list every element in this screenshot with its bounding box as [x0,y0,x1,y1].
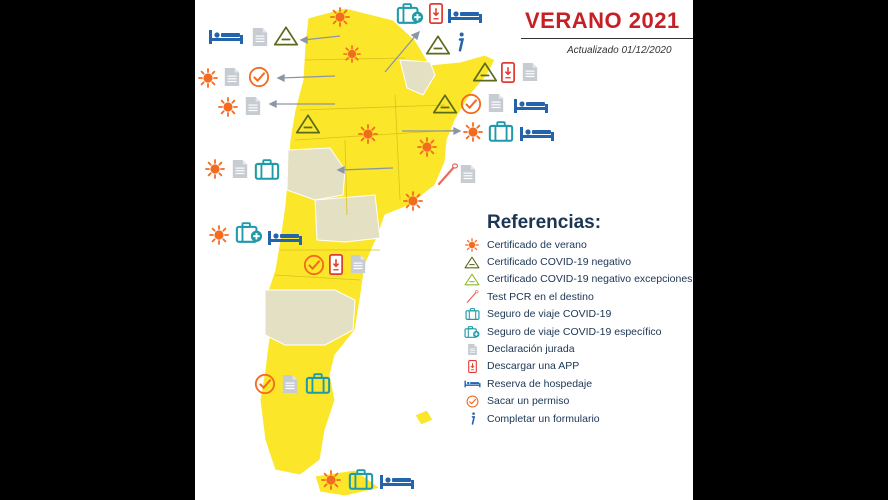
legend-label: Certificado de verano [487,238,587,251]
document-icon [246,97,260,115]
updated-date: Actualizado 01/12/2020 [567,45,672,56]
legend-label: Seguro de viaje COVID-19 [487,308,612,321]
bed-icon [448,9,482,23]
medical-suitcase-icon [463,325,481,339]
infographic-panel [195,0,693,500]
page-title: VERANO 2021 [525,8,680,33]
sun-icon [206,160,224,178]
document-icon [489,94,503,112]
document-icon [461,165,475,183]
legend-label: Test PCR en el destino [487,290,594,303]
title-divider [521,38,693,39]
legend-item [463,393,692,410]
sun-icon [418,138,436,156]
legend-list [463,236,692,427]
map-land [260,8,495,496]
bed-icon [520,127,554,141]
legend-title: Referencias: [487,212,602,233]
suitcase-icon [490,122,512,141]
document-icon [253,28,267,46]
legend-item [463,306,692,323]
legend-label: Seguro de viaje COVID-19 específico [487,325,662,338]
legend-item [463,271,692,288]
document-icon [225,68,239,86]
legend-item [463,323,692,340]
sun-icon [463,238,481,252]
sun-icon [344,46,360,62]
document-icon [463,342,481,356]
legend-item [463,236,692,253]
legend-item [463,288,692,305]
info-icon [463,412,481,426]
sun-icon [331,8,349,26]
info-icon [460,33,464,51]
document-icon [523,63,537,81]
phone-download-icon [330,255,342,274]
medical-suitcase-icon [237,223,262,242]
medical-suitcase-icon [398,4,423,23]
document-icon [351,255,365,273]
sun-icon [464,123,482,141]
bed-icon [209,30,243,44]
phone-download-icon [430,4,442,23]
legend-label: Sacar un permiso [487,395,570,408]
sun-icon [359,125,377,143]
bed-icon [463,377,481,391]
legend-label: Descargar una APP [487,360,580,373]
legend-label: Certificado COVID-19 negativo [487,256,632,269]
sun-icon [219,98,237,116]
legend-item [463,410,692,427]
legend-label: Declaración jurada [487,343,575,356]
bed-icon [380,475,414,489]
suitcase-icon [463,307,481,321]
check-circle-icon [250,68,268,86]
suitcase-icon [256,160,278,179]
phone-download-icon [502,63,514,82]
sun-icon [199,69,217,87]
legend-label: Certificado COVID-19 negativo excepciones [487,273,693,286]
check-circle-icon [463,394,481,408]
document-icon [233,160,247,178]
sun-icon [404,192,422,210]
legend-label: Completar un formulario [487,412,600,425]
legend-item [463,253,692,270]
document-icon [283,375,297,393]
sun-icon [210,226,228,244]
legend-item [463,340,692,357]
swab-test-icon [463,290,481,304]
warning-triangle-icon [427,36,450,53]
sun-icon [322,471,340,489]
warning-triangle-icon [463,255,481,269]
legend-item [463,358,692,375]
warning-triangle-green-icon [463,272,481,286]
legend-item [463,375,692,392]
warning-triangle-icon [275,27,298,44]
legend-label: Reserva de hospedaje [487,377,593,390]
bed-icon [514,99,548,113]
phone-download-icon [463,359,481,373]
